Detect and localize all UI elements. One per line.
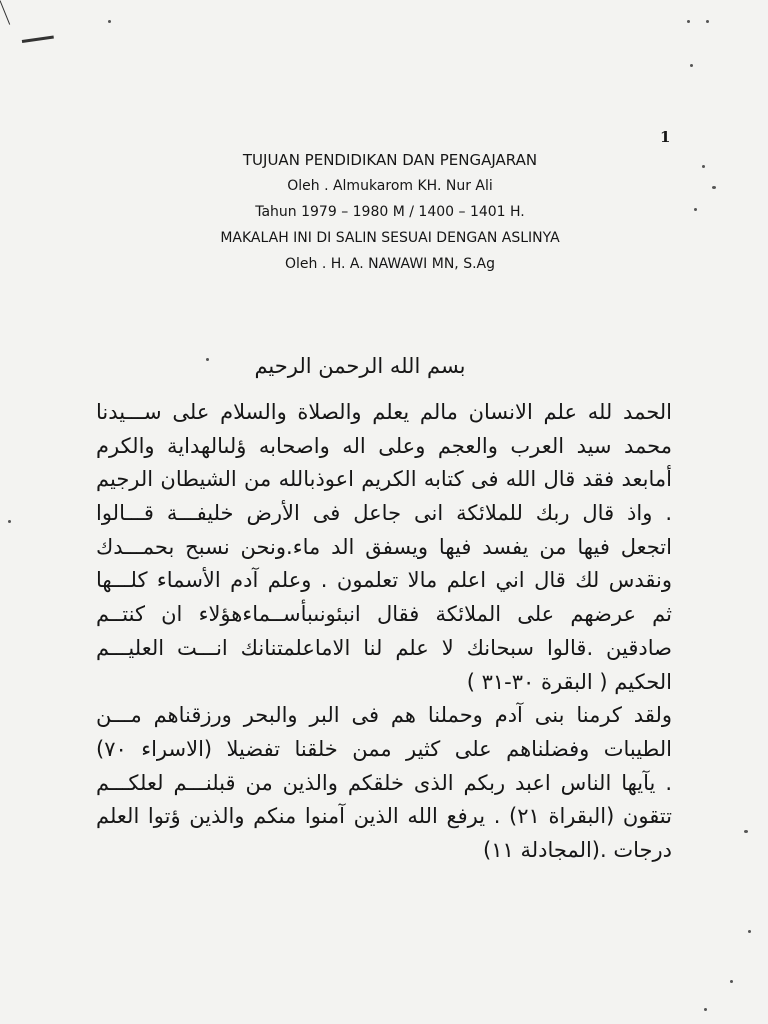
scan-speck	[730, 980, 733, 983]
scan-speck	[744, 830, 748, 833]
document-header	[150, 147, 630, 277]
copier-line: Oleh . H. A. NAWAWI MN, S.Ag	[284, 256, 495, 272]
text-line: صادقين .قالوا سبحانك لا علم لنا الاماعلمتنانك انـــت العليـــم	[96, 635, 672, 660]
scan-speck	[702, 165, 705, 168]
scan-speck	[712, 186, 716, 189]
text-line: الطيبات وفضلناهم على كثير ممن خلقنا تفضيلا (الاسراء ٧٠)	[96, 736, 672, 761]
text-line: ثم عرضهم على الملائكة فقال انبئونىبأســماءهؤلاء ان كنتــم	[96, 602, 672, 627]
text-line: درجات .(المجادلة ١١)	[483, 837, 672, 862]
scan-speck	[706, 20, 709, 23]
basmala: بسم الله الرحمن الرحيم	[254, 354, 466, 378]
text-line: محمد سيد العرب والعجم وعلى اله واصحابه ؤلىالهداية والكرم	[96, 433, 672, 458]
document-title: TUJUAN PENDIDIKAN DAN PENGAJARAN	[242, 151, 538, 169]
text-line: الحكيم ( البقرة ٣٠-٣١ )	[466, 669, 672, 694]
text-line: ولقد كرمنا بنى آدم وحملنا هم فى البر والبحر ورزقناهم مـــن	[96, 703, 672, 728]
scan-speck	[690, 64, 693, 67]
page-number: 1	[660, 128, 671, 146]
scan-speck	[704, 1008, 707, 1011]
text-line: الحمد لله علم الانسان مالم يعلم والصلاة والسلام على ســـيدنا	[96, 400, 672, 424]
arabic-body	[96, 396, 672, 868]
scan-mark	[22, 36, 54, 43]
scan-speck	[108, 20, 111, 23]
scan-speck	[8, 520, 11, 523]
text-line: اتجعل فيها من يفسد فيها ويسفق الد ماء.ونحن نسبح بحمـــدك	[96, 534, 672, 559]
text-line: أمابعد فقد قال الله فى كتابه الكريم اعوذبالله من الشيطان الرجيم	[96, 467, 672, 492]
author-line: Oleh . Almukarom KH. Nur Ali	[287, 178, 493, 194]
text-line: . يآيها الناس اعبد ربكم الذى خلقكم والذين من قبلنـــم لعلكـــم	[96, 770, 672, 795]
text-line: . واذ قال ربك للملائكة انى جاعل فى الأرض خليفـــة قـــالوا	[96, 501, 672, 526]
text-line: تتقون (البقراة ٢١) . يرفع الله الذين آمنوا منكم والذين ؤتوا العلم	[96, 804, 672, 829]
scan-speck	[694, 208, 697, 211]
text-line: ونقدس لك قال اني اعلم مالا تعلمون . وعلم آدم الأسماء كلـــها	[96, 568, 672, 593]
scan-speck	[748, 930, 751, 933]
year-line: Tahun 1979 – 1980 M / 1400 – 1401 H.	[255, 204, 525, 220]
scan-mark	[0, 0, 10, 24]
scan-speck	[687, 20, 690, 23]
copy-note: MAKALAH INI DI SALIN SESUAI DENGAN ASLINYA	[220, 230, 560, 246]
